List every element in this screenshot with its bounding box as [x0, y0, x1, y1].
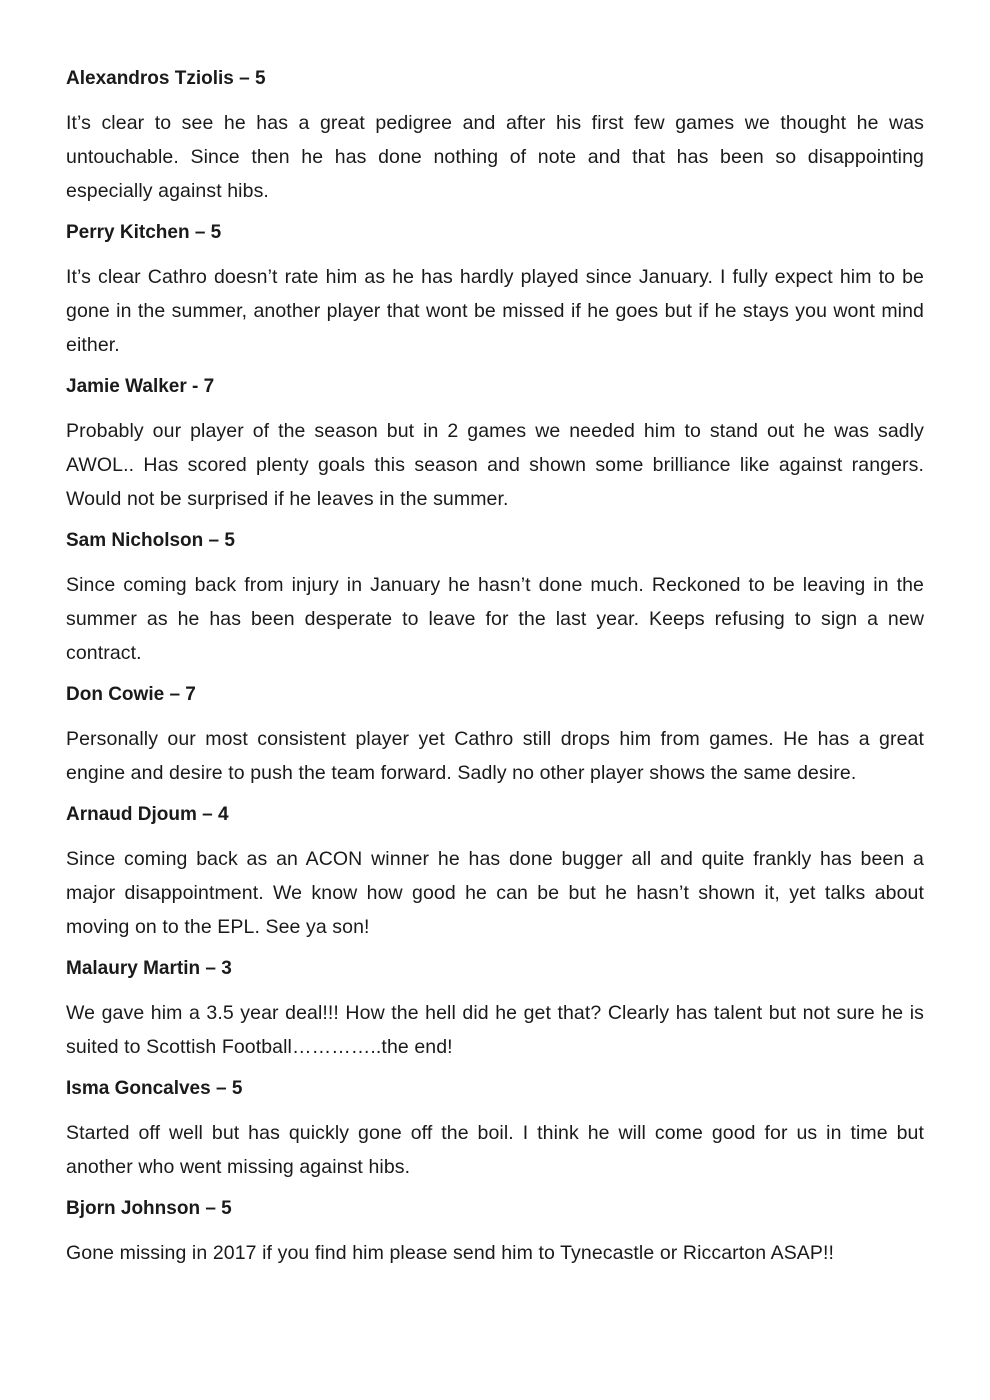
player-entry-nicholson: [66, 526, 924, 670]
player-review-text: Started off well but has quickly gone off the boil. I think he will come good for us in time but another who went missing against hibs.: [66, 1122, 924, 1178]
player-review-text: Gone missing in 2017 if you find him please send him to Tynecastle or Riccarton ASAP!!: [66, 1242, 835, 1264]
player-heading: Arnaud Djoum – 4: [66, 804, 229, 825]
player-entry-djoum: [66, 800, 924, 944]
player-heading: Bjorn Johnson – 5: [66, 1198, 232, 1219]
player-heading: Isma Goncalves – 5: [66, 1078, 243, 1099]
player-entry-tziolis: [66, 64, 924, 208]
player-entry-walker: [66, 372, 924, 516]
player-heading: Don Cowie – 7: [66, 684, 196, 705]
player-heading: Jamie Walker - 7: [66, 376, 215, 397]
player-entry-kitchen: [66, 218, 924, 362]
player-review-text: Since coming back from injury in January he hasn’t done much. Reckoned to be leaving in the summer as he has been desperate to leave for the last year. Keeps refusing to sign a new contract.: [66, 574, 924, 664]
player-heading: Sam Nicholson – 5: [66, 530, 235, 551]
player-review-text: We gave him a 3.5 year deal!!! How the hell did he get that? Clearly has talent but not sure he is suited to Scottish Football…………..the end!: [66, 1002, 924, 1058]
player-review-text: Probably our player of the season but in 2 games we needed him to stand out he was sadly AWOL.. Has scored plenty goals this season and shown some brilliance like against rangers. Would not be surprised if he leaves in the summer.: [66, 420, 924, 510]
player-review-text: It’s clear Cathro doesn’t rate him as he has hardly played since January. I fully expect him to be gone in the summer, another player that wont be missed if he goes but if he stays you wont mind either.: [66, 266, 924, 356]
player-entry-goncalves: [66, 1074, 924, 1184]
player-heading: Perry Kitchen – 5: [66, 222, 222, 243]
player-review-text: It’s clear to see he has a great pedigree and after his first few games we thought he was untouchable. Since then he has done nothing of note and that has been so disappointing especially against hibs.: [66, 112, 924, 202]
player-heading: Malaury Martin – 3: [66, 958, 232, 979]
player-review-text: Personally our most consistent player yet Cathro still drops him from games. He has a great engine and desire to push the team forward. Sadly no other player shows the same desire.: [66, 728, 924, 784]
player-entry-johnson: [66, 1194, 924, 1270]
player-entry-cowie: [66, 680, 924, 790]
player-heading: Alexandros Tziolis – 5: [66, 68, 266, 89]
player-review-text: Since coming back as an ACON winner he has done bugger all and quite frankly has been a major disappointment. We know how good he can be but he hasn’t shown it, yet talks about moving on to the EPL. See ya son!: [66, 848, 924, 938]
document-page: [66, 64, 924, 1280]
player-entry-martin: [66, 954, 924, 1064]
